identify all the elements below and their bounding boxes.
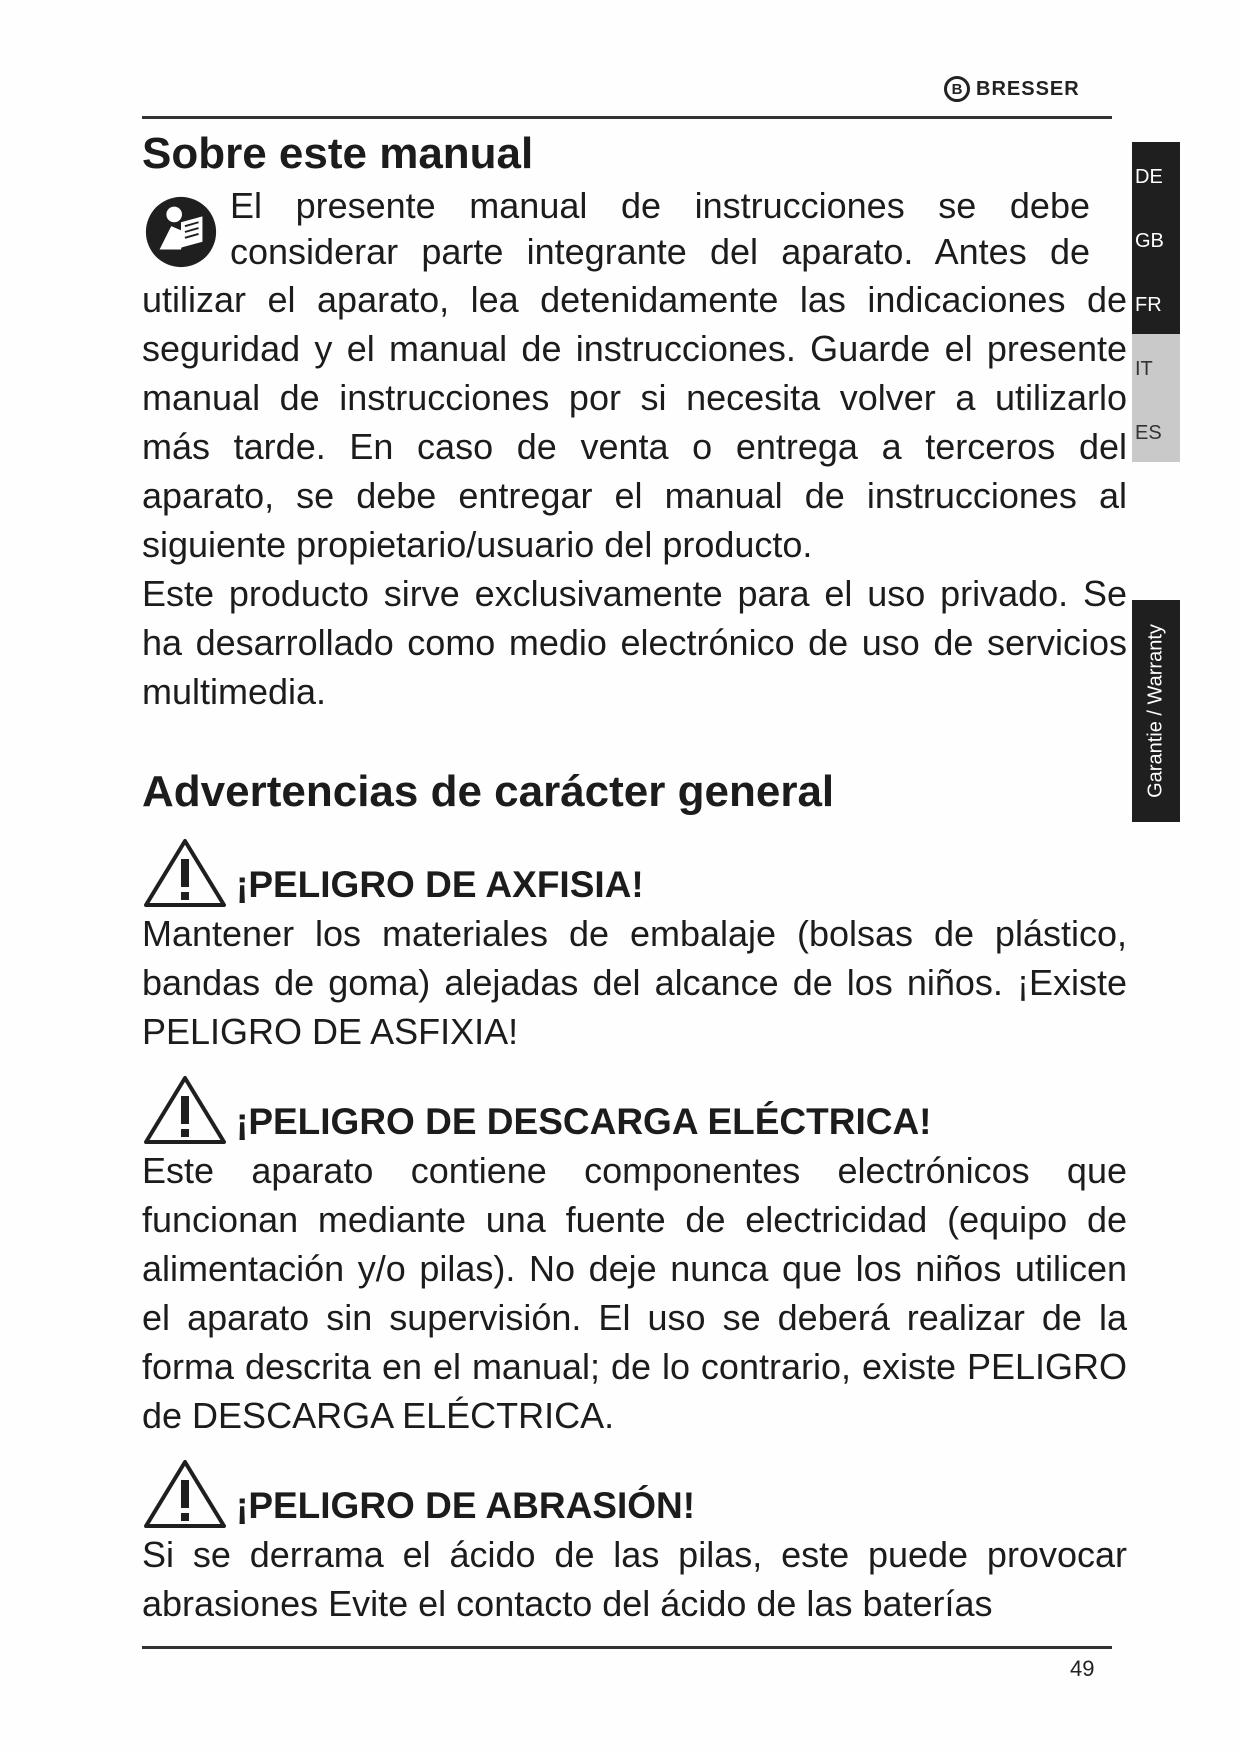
footer-rule bbox=[142, 1646, 1112, 1649]
intro-first-lines: El presente manual de instrucciones se debe considerar parte integrante del aparato. Antes de bbox=[230, 184, 1090, 272]
warranty-tab[interactable] bbox=[1132, 600, 1180, 822]
brand-name: BRESSER bbox=[976, 77, 1080, 100]
section-title-manual: Sobre este manual bbox=[142, 129, 534, 178]
warning-text-abrasion: Si se derrama el ácido de las pilas, este puede provocar abrasiones Evite el contacto del ácido de las baterías bbox=[142, 1533, 1127, 1624]
lang-tab-gb[interactable]: GB bbox=[1132, 206, 1180, 270]
warning-heading-abrasion bbox=[142, 1458, 1127, 1530]
language-tabs bbox=[1132, 142, 1180, 462]
lang-tab-fr[interactable]: FR bbox=[1132, 270, 1180, 334]
lang-tab-es[interactable]: ES bbox=[1132, 398, 1180, 462]
brand-logo-mark: B bbox=[944, 76, 970, 102]
intro-paragraph: utilizar el aparato, lea detenidamente las indicaciones de seguridad y el manual de instrucciones. Guarde el presente manual de instrucciones por si necesita volver a utilizarlo más tarde. En caso de venta o entrega a terceros del aparato, se debe entregar el manual de instrucciones al siguiente propietario/usuario del producto. bbox=[142, 278, 1127, 565]
warranty-tab-label: Garantie / Warranty bbox=[1144, 624, 1167, 798]
page-number: 49 bbox=[1070, 1656, 1095, 1681]
warning-triangle-icon bbox=[142, 837, 228, 909]
header-rule bbox=[142, 116, 1112, 119]
read-manual-icon bbox=[142, 193, 220, 271]
usage-paragraph: Este producto sirve exclusivamente para el uso privado. Se ha desarrollado como medio electrónico de uso de servicios multimedia. bbox=[142, 572, 1127, 712]
warning-title-abrasion: ¡PELIGRO DE ABRASIÓN! bbox=[236, 1484, 696, 1526]
warning-text-electric: Este aparato contiene componentes electrónicos que funcionan mediante una fuente de electricidad (equipo de alimentación y/o pilas). No deje nunca que los niños utilicen el aparato sin supervisión. El uso se deberá realizar de la forma descrita en el manual; de lo contrario, existe PELIGRO de DESCARGA ELÉCTRICA. bbox=[142, 1149, 1127, 1436]
warning-text-asphyxia: Mantener los materiales de embalaje (bolsas de plástico, bandas de goma) alejadas del alcance de los niños. ¡Existe PELIGRO DE ASFIXIA! bbox=[142, 912, 1127, 1052]
warning-triangle-icon bbox=[142, 1074, 228, 1146]
intro-block bbox=[142, 183, 1127, 275]
page-content bbox=[142, 128, 1127, 1628]
warning-title-asphyxia: ¡PELIGRO DE AXFISIA! bbox=[236, 863, 644, 905]
warning-title-electric: ¡PELIGRO DE DESCARGA ELÉCTRICA! bbox=[236, 1100, 932, 1142]
warning-triangle-icon bbox=[142, 1458, 228, 1530]
section-title-warnings: Advertencias de carácter general bbox=[142, 766, 835, 816]
lang-tab-it[interactable]: IT bbox=[1132, 334, 1180, 398]
lang-tab-de[interactable]: DE bbox=[1132, 142, 1180, 206]
warning-heading-electric bbox=[142, 1074, 1127, 1146]
warning-heading-asphyxia bbox=[142, 837, 1127, 909]
brand-logo bbox=[944, 76, 1080, 102]
